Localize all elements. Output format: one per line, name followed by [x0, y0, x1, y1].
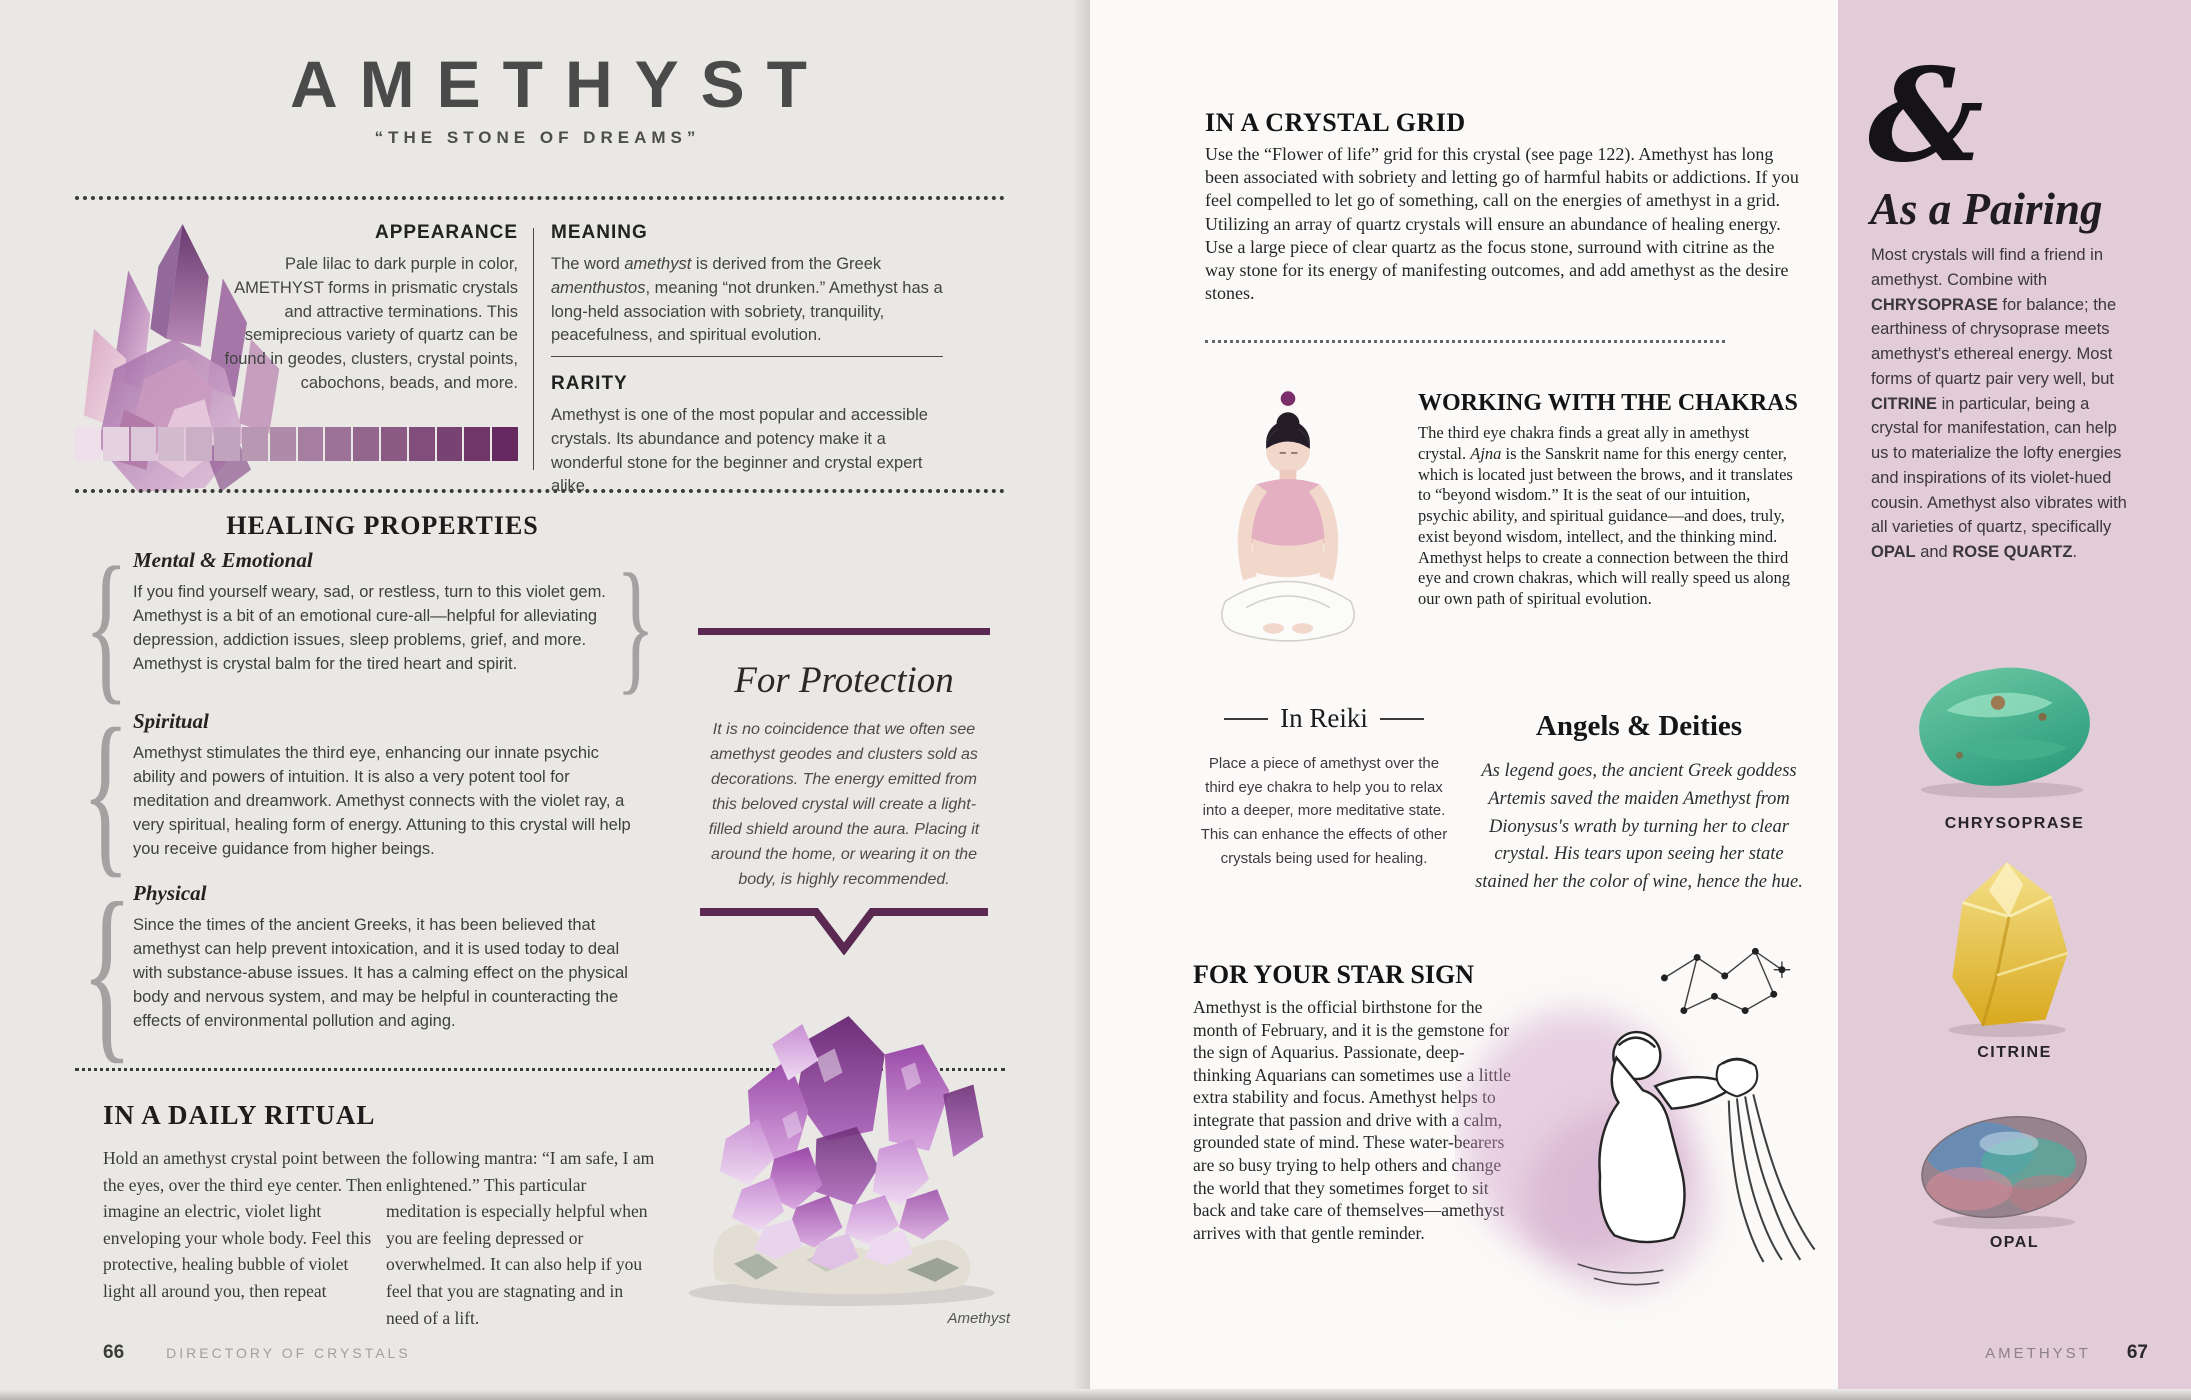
left-page	[0, 0, 1090, 1400]
chrysoprase-label: CHRYSOPRASE	[1944, 815, 2085, 832]
gradient-segment	[214, 427, 240, 461]
gradient-segment	[270, 427, 296, 461]
chakras-heading: WORKING WITH THE CHAKRAS	[1418, 390, 1798, 416]
photo-caption: Amethyst	[947, 1310, 1010, 1327]
brace-decoration: {	[81, 692, 130, 893]
page-title: AMETHYST	[290, 47, 829, 121]
gradient-segment	[103, 427, 129, 461]
healing-section-body: Since the times of the ancient Greeks, it has been believed that amethyst can help prevent intoxication, and it is used today to deal with substance-abuse issues. It has a calming effect on the physical body and nervous system, and may be helpful in counteracting the effects of environmental pollution and aging.	[133, 916, 628, 1030]
gradient-segment	[353, 427, 379, 461]
daily-ritual-heading: IN A DAILY RITUAL	[103, 1100, 376, 1130]
column-divider	[533, 228, 534, 470]
crystal-grid-heading: IN A CRYSTAL GRID	[1205, 108, 1466, 137]
right-footer	[1898, 1342, 2148, 1364]
angels-deities-body: As legend goes, the ancient Greek goddess Artemis saved the maiden Amethyst from Dionysus's wrath by turning her to clear crystal. His tears upon seeing her state stained her the color of wine, hence the hue.	[1475, 761, 1803, 892]
gradient-segment	[186, 427, 212, 461]
for-protection-callout	[688, 628, 1000, 955]
gradient-segment	[131, 427, 157, 461]
callout-title: For Protection	[734, 660, 954, 701]
meaning-section	[551, 222, 949, 348]
healing-section-body: Amethyst stimulates the third eye, enhancing our innate psychic ability and powers of intuition. It is also a very potent tool for meditation and dreamwork. Amethyst connects with the violet ray, a very spiritual, healing form of energy. Attuning to this crystal will help you receive guidance from higher beings.	[133, 744, 631, 858]
daily-ritual-column-1: Hold an amethyst crystal point between the eyes, over the third eye center. Then imagine an electric, violet light enveloping your whole body. Feel this protective, healing bubble of violet light all around you, then repeat	[103, 1148, 383, 1301]
rarity-body: Amethyst is one of the most popular and accessible crystals. Its abundance and potency make it a wonderful stone for the beginner and crystal expert alike.	[551, 406, 928, 496]
rule-divider	[551, 356, 943, 357]
gradient-segment	[437, 427, 463, 461]
appearance-section	[205, 222, 518, 396]
in-reiki-heading: In Reiki	[1280, 703, 1368, 733]
dash-decoration	[1380, 718, 1424, 720]
color-gradient-bar	[75, 427, 518, 461]
rarity-section	[551, 373, 949, 499]
gradient-segment	[242, 427, 268, 461]
chrysoprase-photo	[1896, 650, 2108, 802]
rarity-heading: RARITY	[551, 373, 628, 394]
dotted-divider	[75, 489, 1005, 493]
appearance-heading: APPEARANCE	[374, 222, 518, 243]
right-page	[1090, 0, 1838, 1400]
pairing-body: Most crystals will find a friend in amethyst. Combine with CHRYSOPRASE for balance; the earthiness of chrysoprase meets amethyst's ethereal energy. Most forms of quartz pair very well, but CITRINE in particular, being a crystal for manifestation, can help us to materialize the lofty energies and inspirations of its violet-hued cousin. Amethyst also vibrates with all varieties of quartz, specifically OPAL and ROSE QUARTZ.	[1871, 246, 2127, 561]
callout-body: It is no coincidence that we often see amethyst geodes and clusters sold as decorations. The energy emitted from this beloved crystal will create a light-filled shield around the aura. Placing it around the home, or wearing it on the body, is highly recommended.	[708, 721, 980, 888]
daily-ritual-column-2: the following mantra: “I am safe, I am enlightened.” This particular meditation is especially helpful when you are feeling depressed or overwhelmed. It can also help if you feel that you are stagnating and in need of a lift.	[386, 1148, 655, 1328]
opal-label: OPAL	[1989, 1234, 2040, 1251]
callout-notch-border	[698, 907, 990, 955]
brace-decoration: {	[84, 533, 129, 719]
healing-section-title: Physical	[133, 881, 207, 905]
pairing-title: As a Pairing	[1870, 184, 2103, 234]
brace-decoration: {	[81, 863, 133, 1080]
star-sign-heading: FOR YOUR STAR SIGN	[1193, 960, 1474, 989]
pairing-sidebar	[1838, 0, 2191, 1400]
in-reiki-section	[1198, 703, 1450, 870]
gradient-segment	[158, 427, 184, 461]
citrine-label: CITRINE	[1977, 1044, 2052, 1061]
meaning-body: The word amethyst is derived from the Greek amenthustos, meaning “not drunken.” Amethyst has a long-held association with sobriety, tranquility, peacefulness, and spiritual evolution.	[551, 255, 943, 345]
left-footer-label: DIRECTORY OF CRYSTALS	[166, 1345, 411, 1361]
gradient-segment	[492, 427, 518, 461]
meaning-heading: MEANING	[551, 222, 648, 243]
ampersand-glyph: &	[1868, 41, 1984, 191]
healing-section-title: Spiritual	[133, 709, 209, 733]
callout-top-bar	[698, 628, 990, 635]
angels-deities-heading: Angels & Deities	[1535, 710, 1743, 742]
healing-section-body: If you find yourself weary, sad, or restless, turn to this violet gem. Amethyst is a bit of an emotional cure-all—helpful for alleviating depression, addiction issues, sleep problems, grief, and more. Amethyst is crystal balm for the tired heart and spirit.	[133, 583, 606, 673]
opal-photo	[1910, 1106, 2098, 1232]
page-bottom-edge	[0, 1389, 2191, 1400]
gradient-segment	[409, 427, 435, 461]
left-footer	[103, 1342, 411, 1364]
right-footer-label: AMETHYST	[1985, 1345, 2091, 1362]
in-reiki-body: Place a piece of amethyst over the third eye chakra to help you to relax into a deeper, more meditative state. This can enhance the effects of other crystals being used for healing.	[1200, 755, 1448, 867]
gradient-segment	[298, 427, 324, 461]
gradient-segment	[464, 427, 490, 461]
dotted-divider	[75, 196, 1005, 200]
gradient-segment	[325, 427, 351, 461]
appearance-body: Pale lilac to dark purple in color, AMETHYST forms in prismatic crystals and attractive terminations. This semiprecious variety of quartz can be found in geodes, clusters, crystal points, cabochons, beads, and more.	[224, 255, 518, 392]
crystal-grid-body: Use the “Flower of life” grid for this crystal (see page 122). Amethyst has long been associated with sobriety and letting go of harmful habits or addictions. If you feel compelled to let go of something, call on the energies of amethyst in a grid. Utilizing an array of quartz crystals will ensure an abundance of healing energy. Use a large piece of clear quartz as the focus stone, surround with citrine as the way stone for its energy of manifesting outcomes, and add amethyst as the desire stones.	[1205, 144, 1799, 304]
star-sign-body: Amethyst is the official birthstone for the month of February, and it is the gemstone for the sign of Aquarius. Passionate, deep-thinking Aquarians can sometimes use a little extra stability and focus. Amethyst helps to integrate that passion and drive with a calm, grounded state of mind. These water-bearers are so busy trying to help others and change the world that they sometimes forget to sit back and take care of themselves—amethyst arrives with that gentle reminder.	[1193, 997, 1511, 1243]
chakras-body: The third eye chakra finds a great ally in amethyst crystal. Ajna is the Sanskrit name for this energy center, which is located just between the brows, and it translates to “beyond wisdom.” It is the seat of our intuition, psychic ability, and spiritual guidance—and does, truly, exist beyond wisdom, intellect, and the thinking mind. Amethyst helps to create a connection between the third eye and crown chakras, which will really speed us along our own path of spiritual evolution.	[1418, 423, 1793, 609]
amethyst-photo	[655, 998, 1013, 1310]
meditation-figure-illustration	[1178, 384, 1398, 666]
citrine-photo	[1926, 856, 2088, 1038]
right-page-number: 67	[2126, 1342, 2148, 1363]
healing-section-title: Mental & Emotional	[133, 548, 313, 572]
healing-properties-heading: HEALING PROPERTIES	[226, 511, 539, 540]
page-subtitle: “THE STONE OF DREAMS”	[374, 128, 701, 147]
aquarius-illustration	[1455, 912, 1833, 1336]
gradient-segment	[381, 427, 407, 461]
dash-decoration	[1224, 718, 1268, 720]
in-reiki-heading-row	[1198, 703, 1450, 734]
brace-decoration: }	[615, 544, 656, 708]
gradient-segment	[75, 427, 101, 461]
dotted-divider	[1205, 340, 1725, 343]
left-page-number: 66	[103, 1342, 125, 1363]
angels-deities-section	[1468, 710, 1810, 897]
